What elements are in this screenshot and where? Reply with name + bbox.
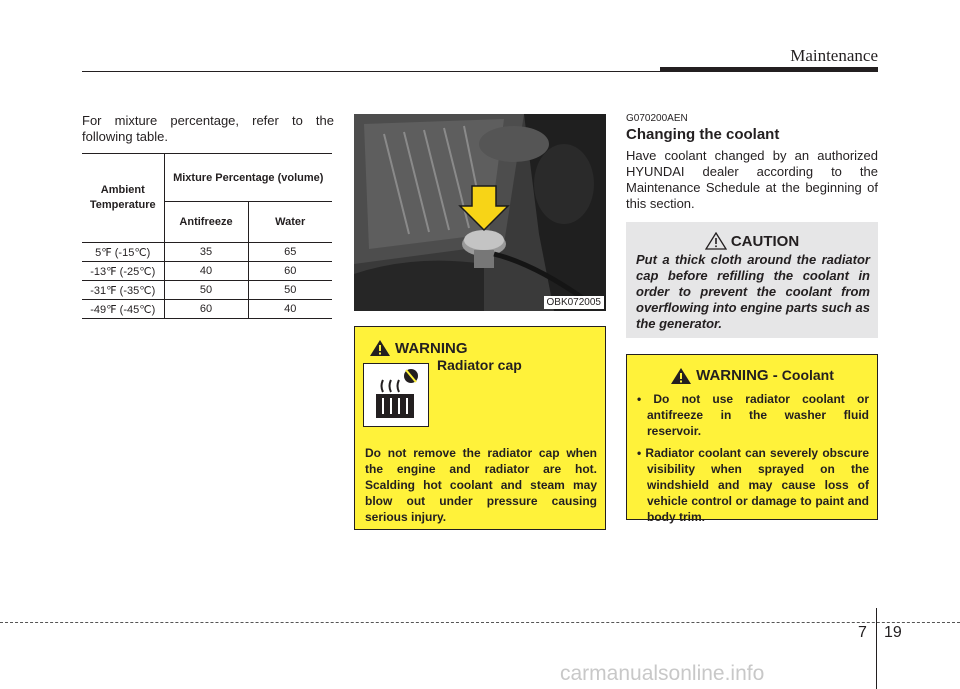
coolant-warning-header xyxy=(627,367,877,385)
page-header-title: Maintenance xyxy=(790,46,878,65)
table-cell-temp: -49℉ (-45℃) xyxy=(82,300,164,319)
table-header-temperature: Ambient Temperature xyxy=(82,154,164,243)
page-number: 19 xyxy=(884,624,902,641)
coolant-warning-list xyxy=(637,391,869,531)
table-cell-water: 50 xyxy=(248,281,332,300)
table-cell-antifreeze: 60 xyxy=(164,300,248,319)
header-rule xyxy=(82,71,662,72)
caution-title: CAUTION xyxy=(730,232,800,250)
table-header-antifreeze: Antifreeze xyxy=(164,202,248,243)
header-rule-accent xyxy=(660,67,878,72)
engine-bay-photo xyxy=(354,114,606,311)
table-row xyxy=(82,243,332,262)
footer-rule xyxy=(0,622,960,623)
caution-header xyxy=(632,232,872,250)
chapter-number: 7 xyxy=(858,624,867,641)
radiator-warning-body: Do not remove the radiator cap when the engine and radiator are hot. Scalding hot coolant and steam may blow out under pressure causing serious injury. xyxy=(365,446,597,524)
table-cell-antifreeze: 35 xyxy=(164,243,248,262)
intro-paragraph: For mixture percentage, refer to the following table. xyxy=(82,113,334,144)
section-title: Changing the coolant xyxy=(626,126,780,143)
list-item: • Do not use radiator coolant or antifreeze in the washer fluid reservoir. xyxy=(637,392,869,438)
hot-radiator-icon-frame xyxy=(363,363,429,427)
engine-bay-illustration xyxy=(354,114,606,311)
radiator-warning-title: WARNING xyxy=(395,339,468,357)
hot-radiator-icon xyxy=(364,364,428,426)
photo-code: OBK072005 xyxy=(544,296,605,309)
coolant-warning-suffix: Coolant xyxy=(781,367,834,383)
radiator-warning-subtitle: Radiator cap xyxy=(437,357,522,373)
table-cell-antifreeze: 50 xyxy=(164,281,248,300)
table-cell-temp: -31℉ (-35℃) xyxy=(82,281,164,300)
caution-box xyxy=(626,222,878,338)
warning-triangle-icon xyxy=(369,339,391,357)
table-cell-water: 65 xyxy=(248,243,332,262)
radiator-cap-warning-box xyxy=(354,326,606,530)
table-cell-antifreeze: 40 xyxy=(164,262,248,281)
caution-body: Put a thick cloth around the radiator cap before refilling the coolant in order to prevent the coolant from overflowing into engine parts such as the generator. xyxy=(636,252,870,331)
watermark: carmanualsonline.info xyxy=(560,662,765,685)
footer-divider xyxy=(876,608,877,689)
table-header-mixture: Mixture Percentage (volume) xyxy=(164,154,332,202)
table-row xyxy=(82,262,332,281)
table-header-water: Water xyxy=(248,202,332,243)
section-code: G070200AEN xyxy=(626,113,688,124)
list-item: • Radiator coolant can severely obscure visibility when sprayed on the windshield and may cause loss of vehicle control or damage to paint and body trim. xyxy=(637,446,869,524)
section-body: Have coolant changed by an authorized HYUNDAI dealer according to the Maintenance Schedule at the beginning of this section. xyxy=(626,148,878,211)
table-row xyxy=(82,300,332,319)
table-cell-water: 60 xyxy=(248,262,332,281)
table-cell-temp: -13℉ (-25℃) xyxy=(82,262,164,281)
table-cell-temp: 5℉ (-15℃) xyxy=(82,243,164,262)
coolant-warning-title: WARNING - xyxy=(696,367,778,384)
mixture-table xyxy=(82,153,332,319)
coolant-warning-box xyxy=(626,354,878,524)
warning-triangle-icon xyxy=(670,367,692,385)
table-cell-water: 40 xyxy=(248,300,332,319)
caution-triangle-icon xyxy=(705,232,727,250)
table-row xyxy=(82,281,332,300)
radiator-warning-header xyxy=(369,339,468,357)
